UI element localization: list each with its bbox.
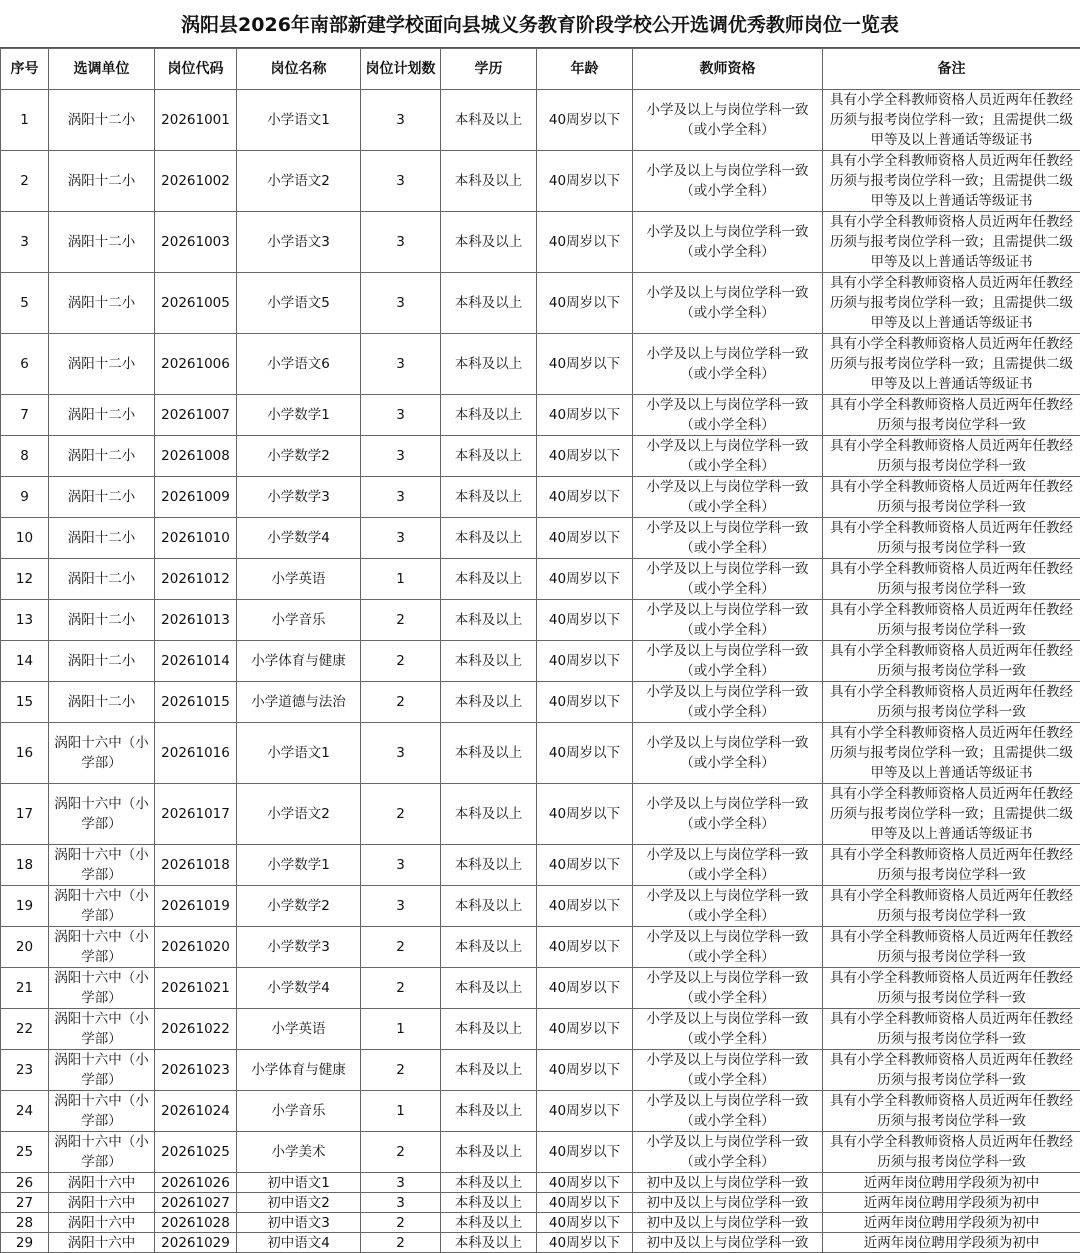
seq-cell: 28 [1,1213,49,1233]
table-row [1,641,1080,682]
position-cell: 小学体育与健康 [237,641,361,682]
qualification-cell: 初中及以上与岗位学科一致 [633,1213,823,1233]
seq-cell: 12 [1,559,49,600]
unit-cell: 涡阳十六中 [49,1213,155,1233]
note-cell: 具有小学全科教师资格人员近两年任教经历须与报考岗位学科一致 [823,1009,1080,1050]
table-row [1,477,1080,518]
code-cell: 20261024 [155,1091,237,1132]
education-cell: 本科及以上 [441,1091,537,1132]
note-cell: 近两年岗位聘用学段须为初中 [823,1193,1080,1213]
position-cell: 小学音乐 [237,600,361,641]
code-cell: 20261025 [155,1132,237,1173]
note-cell: 具有小学全科教师资格人员近两年任教经历须与报考岗位学科一致；且需提供二级甲等及以上普通话等级证书 [823,273,1080,334]
plan-cell: 2 [361,927,441,968]
unit-cell: 涡阳十六中（小学部） [49,1091,155,1132]
code-cell: 20261008 [155,436,237,477]
unit-cell: 涡阳十二小 [49,395,155,436]
note-cell: 具有小学全科教师资格人员近两年任教经历须与报考岗位学科一致；且需提供二级甲等及以上普通话等级证书 [823,90,1080,151]
education-cell: 本科及以上 [441,1009,537,1050]
table-row [1,968,1080,1009]
qualification-cell: 小学及以上与岗位学科一致（或小学全科） [633,151,823,212]
seq-cell: 23 [1,1050,49,1091]
note-cell: 具有小学全科教师资格人员近两年任教经历须与报考岗位学科一致 [823,395,1080,436]
age-cell: 40周岁以下 [537,641,633,682]
qualification-cell: 小学及以上与岗位学科一致（或小学全科） [633,723,823,784]
code-cell: 20261029 [155,1233,237,1253]
unit-cell: 涡阳十六中（小学部） [49,1132,155,1173]
note-cell: 具有小学全科教师资格人员近两年任教经历须与报考岗位学科一致 [823,518,1080,559]
unit-cell: 涡阳十二小 [49,641,155,682]
code-cell: 20261013 [155,600,237,641]
age-cell: 40周岁以下 [537,436,633,477]
education-cell: 本科及以上 [441,1173,537,1193]
qualification-cell: 小学及以上与岗位学科一致（或小学全科） [633,845,823,886]
seq-cell: 8 [1,436,49,477]
education-cell: 本科及以上 [441,927,537,968]
unit-cell: 涡阳十六中 [49,1233,155,1253]
education-cell: 本科及以上 [441,151,537,212]
header-cell: 岗位名称 [237,49,361,90]
age-cell: 40周岁以下 [537,395,633,436]
unit-cell: 涡阳十二小 [49,151,155,212]
plan-cell: 3 [361,518,441,559]
position-cell: 小学数学4 [237,518,361,559]
plan-cell: 3 [361,436,441,477]
unit-cell: 涡阳十六中（小学部） [49,968,155,1009]
code-cell: 20261023 [155,1050,237,1091]
unit-cell: 涡阳十六中（小学部） [49,723,155,784]
table-row [1,1213,1080,1233]
seq-cell: 13 [1,600,49,641]
plan-cell: 2 [361,1213,441,1233]
code-cell: 20261020 [155,927,237,968]
code-cell: 20261017 [155,784,237,845]
age-cell: 40周岁以下 [537,1233,633,1253]
unit-cell: 涡阳十六中 [49,1193,155,1213]
position-cell: 小学英语 [237,1009,361,1050]
plan-cell: 3 [361,723,441,784]
plan-cell: 2 [361,1132,441,1173]
seq-cell: 17 [1,784,49,845]
age-cell: 40周岁以下 [537,334,633,395]
education-cell: 本科及以上 [441,1132,537,1173]
position-cell: 初中语文4 [237,1233,361,1253]
note-cell: 具有小学全科教师资格人员近两年任教经历须与报考岗位学科一致 [823,845,1080,886]
position-cell: 初中语文3 [237,1213,361,1233]
header-cell: 备注 [823,49,1080,90]
note-cell: 具有小学全科教师资格人员近两年任教经历须与报考岗位学科一致 [823,641,1080,682]
note-cell: 近两年岗位聘用学段须为初中 [823,1213,1080,1233]
code-cell: 20261009 [155,477,237,518]
seq-cell: 10 [1,518,49,559]
qualification-cell: 小学及以上与岗位学科一致（或小学全科） [633,559,823,600]
qualification-cell: 小学及以上与岗位学科一致（或小学全科） [633,784,823,845]
seq-cell: 2 [1,151,49,212]
unit-cell: 涡阳十六中（小学部） [49,1050,155,1091]
education-cell: 本科及以上 [441,641,537,682]
age-cell: 40周岁以下 [537,682,633,723]
table-row [1,682,1080,723]
age-cell: 40周岁以下 [537,886,633,927]
table-row [1,845,1080,886]
qualification-cell: 初中及以上与岗位学科一致 [633,1233,823,1253]
qualification-cell: 小学及以上与岗位学科一致（或小学全科） [633,518,823,559]
position-cell: 初中语文1 [237,1173,361,1193]
seq-cell: 24 [1,1091,49,1132]
seq-cell: 16 [1,723,49,784]
unit-cell: 涡阳十六中（小学部） [49,784,155,845]
seq-cell: 5 [1,273,49,334]
table-row [1,518,1080,559]
position-cell: 小学美术 [237,1132,361,1173]
header-cell: 岗位代码 [155,49,237,90]
header-cell: 岗位计划数 [361,49,441,90]
code-cell: 20261015 [155,682,237,723]
age-cell: 40周岁以下 [537,1173,633,1193]
position-cell: 小学语文3 [237,212,361,273]
age-cell: 40周岁以下 [537,559,633,600]
age-cell: 40周岁以下 [537,151,633,212]
note-cell: 具有小学全科教师资格人员近两年任教经历须与报考岗位学科一致 [823,559,1080,600]
unit-cell: 涡阳十二小 [49,518,155,559]
table-row [1,600,1080,641]
education-cell: 本科及以上 [441,395,537,436]
seq-cell: 6 [1,334,49,395]
seq-cell: 19 [1,886,49,927]
plan-cell: 3 [361,273,441,334]
plan-cell: 2 [361,1233,441,1253]
seq-cell: 25 [1,1132,49,1173]
header-cell: 教师资格 [633,49,823,90]
qualification-cell: 小学及以上与岗位学科一致（或小学全科） [633,927,823,968]
table-row [1,395,1080,436]
qualification-cell: 初中及以上与岗位学科一致 [633,1173,823,1193]
qualification-cell: 小学及以上与岗位学科一致（或小学全科） [633,477,823,518]
table-row [1,90,1080,151]
position-cell: 小学体育与健康 [237,1050,361,1091]
age-cell: 40周岁以下 [537,723,633,784]
education-cell: 本科及以上 [441,723,537,784]
position-cell: 小学数学2 [237,436,361,477]
age-cell: 40周岁以下 [537,784,633,845]
unit-cell: 涡阳十二小 [49,559,155,600]
age-cell: 40周岁以下 [537,845,633,886]
table-row [1,334,1080,395]
table-row [1,886,1080,927]
plan-cell: 2 [361,641,441,682]
education-cell: 本科及以上 [441,886,537,927]
plan-cell: 3 [361,212,441,273]
plan-cell: 2 [361,600,441,641]
position-cell: 小学音乐 [237,1091,361,1132]
table-row [1,1132,1080,1173]
position-cell: 小学数学3 [237,927,361,968]
unit-cell: 涡阳十二小 [49,600,155,641]
note-cell: 具有小学全科教师资格人员近两年任教经历须与报考岗位学科一致 [823,600,1080,641]
table-row [1,1233,1080,1253]
note-cell: 具有小学全科教师资格人员近两年任教经历须与报考岗位学科一致 [823,1132,1080,1173]
qualification-cell: 小学及以上与岗位学科一致（或小学全科） [633,436,823,477]
note-cell: 具有小学全科教师资格人员近两年任教经历须与报考岗位学科一致 [823,1091,1080,1132]
position-cell: 小学数学1 [237,395,361,436]
education-cell: 本科及以上 [441,436,537,477]
position-cell: 小学数学3 [237,477,361,518]
plan-cell: 2 [361,784,441,845]
education-cell: 本科及以上 [441,845,537,886]
code-cell: 20261006 [155,334,237,395]
qualification-cell: 初中及以上与岗位学科一致 [633,1193,823,1213]
plan-cell: 1 [361,559,441,600]
seq-cell: 14 [1,641,49,682]
plan-cell: 3 [361,477,441,518]
plan-cell: 3 [361,1193,441,1213]
age-cell: 40周岁以下 [537,1091,633,1132]
plan-cell: 3 [361,90,441,151]
unit-cell: 涡阳十二小 [49,477,155,518]
code-cell: 20261014 [155,641,237,682]
code-cell: 20261018 [155,845,237,886]
plan-cell: 3 [361,395,441,436]
seq-cell: 22 [1,1009,49,1050]
position-cell: 小学数学1 [237,845,361,886]
table-row [1,1173,1080,1193]
note-cell: 具有小学全科教师资格人员近两年任教经历须与报考岗位学科一致；且需提供二级甲等及以上普通话等级证书 [823,151,1080,212]
header-row [1,49,1080,90]
age-cell: 40周岁以下 [537,1009,633,1050]
seq-cell: 21 [1,968,49,1009]
plan-cell: 3 [361,886,441,927]
code-cell: 20261001 [155,90,237,151]
unit-cell: 涡阳十二小 [49,90,155,151]
code-cell: 20261007 [155,395,237,436]
qualification-cell: 小学及以上与岗位学科一致（或小学全科） [633,886,823,927]
seq-cell: 27 [1,1193,49,1213]
plan-cell: 2 [361,682,441,723]
age-cell: 40周岁以下 [537,1050,633,1091]
table-row [1,559,1080,600]
unit-cell: 涡阳十二小 [49,334,155,395]
seq-cell: 26 [1,1173,49,1193]
header-cell: 年龄 [537,49,633,90]
position-cell: 小学英语 [237,559,361,600]
education-cell: 本科及以上 [441,682,537,723]
qualification-cell: 小学及以上与岗位学科一致（或小学全科） [633,682,823,723]
note-cell: 具有小学全科教师资格人员近两年任教经历须与报考岗位学科一致；且需提供二级甲等及以上普通话等级证书 [823,334,1080,395]
code-cell: 20261027 [155,1193,237,1213]
seq-cell: 1 [1,90,49,151]
header-cell: 序号 [1,49,49,90]
unit-cell: 涡阳十二小 [49,436,155,477]
position-cell: 小学道德与法治 [237,682,361,723]
education-cell: 本科及以上 [441,212,537,273]
note-cell: 近两年岗位聘用学段须为初中 [823,1233,1080,1253]
education-cell: 本科及以上 [441,90,537,151]
plan-cell: 3 [361,151,441,212]
note-cell: 具有小学全科教师资格人员近两年任教经历须与报考岗位学科一致；且需提供二级甲等及以上普通话等级证书 [823,212,1080,273]
age-cell: 40周岁以下 [537,1193,633,1213]
unit-cell: 涡阳十六中（小学部） [49,845,155,886]
unit-cell: 涡阳十六中（小学部） [49,927,155,968]
table-row [1,1009,1080,1050]
note-cell: 具有小学全科教师资格人员近两年任教经历须与报考岗位学科一致 [823,886,1080,927]
unit-cell: 涡阳十六中（小学部） [49,886,155,927]
seq-cell: 29 [1,1233,49,1253]
position-cell: 小学语文2 [237,784,361,845]
note-cell: 具有小学全科教师资格人员近两年任教经历须与报考岗位学科一致；且需提供二级甲等及以上普通话等级证书 [823,784,1080,845]
seq-cell: 18 [1,845,49,886]
age-cell: 40周岁以下 [537,1213,633,1233]
table-row [1,151,1080,212]
code-cell: 20261028 [155,1213,237,1233]
note-cell: 具有小学全科教师资格人员近两年任教经历须与报考岗位学科一致 [823,682,1080,723]
plan-cell: 3 [361,845,441,886]
code-cell: 20261019 [155,886,237,927]
note-cell: 具有小学全科教师资格人员近两年任教经历须与报考岗位学科一致 [823,1050,1080,1091]
seq-cell: 9 [1,477,49,518]
plan-cell: 3 [361,334,441,395]
code-cell: 20261012 [155,559,237,600]
code-cell: 20261026 [155,1173,237,1193]
unit-cell: 涡阳十六中（小学部） [49,1009,155,1050]
position-cell: 小学语文1 [237,723,361,784]
age-cell: 40周岁以下 [537,212,633,273]
education-cell: 本科及以上 [441,1193,537,1213]
qualification-cell: 小学及以上与岗位学科一致（或小学全科） [633,968,823,1009]
qualification-cell: 小学及以上与岗位学科一致（或小学全科） [633,273,823,334]
table-row [1,212,1080,273]
education-cell: 本科及以上 [441,518,537,559]
positions-table [0,48,1080,1253]
seq-cell: 20 [1,927,49,968]
note-cell: 近两年岗位聘用学段须为初中 [823,1173,1080,1193]
note-cell: 具有小学全科教师资格人员近两年任教经历须与报考岗位学科一致 [823,968,1080,1009]
age-cell: 40周岁以下 [537,273,633,334]
code-cell: 20261010 [155,518,237,559]
education-cell: 本科及以上 [441,1213,537,1233]
plan-cell: 2 [361,968,441,1009]
qualification-cell: 小学及以上与岗位学科一致（或小学全科） [633,334,823,395]
education-cell: 本科及以上 [441,1050,537,1091]
education-cell: 本科及以上 [441,968,537,1009]
age-cell: 40周岁以下 [537,968,633,1009]
qualification-cell: 小学及以上与岗位学科一致（或小学全科） [633,395,823,436]
qualification-cell: 小学及以上与岗位学科一致（或小学全科） [633,90,823,151]
table-row [1,784,1080,845]
education-cell: 本科及以上 [441,559,537,600]
code-cell: 20261016 [155,723,237,784]
qualification-cell: 小学及以上与岗位学科一致（或小学全科） [633,1009,823,1050]
qualification-cell: 小学及以上与岗位学科一致（或小学全科） [633,641,823,682]
qualification-cell: 小学及以上与岗位学科一致（或小学全科） [633,1050,823,1091]
age-cell: 40周岁以下 [537,477,633,518]
age-cell: 40周岁以下 [537,600,633,641]
age-cell: 40周岁以下 [537,1132,633,1173]
header-cell: 学历 [441,49,537,90]
table-row [1,723,1080,784]
header-cell: 选调单位 [49,49,155,90]
age-cell: 40周岁以下 [537,518,633,559]
table-row [1,1193,1080,1213]
note-cell: 具有小学全科教师资格人员近两年任教经历须与报考岗位学科一致 [823,477,1080,518]
table-row [1,927,1080,968]
seq-cell: 3 [1,212,49,273]
unit-cell: 涡阳十六中 [49,1173,155,1193]
position-cell: 小学语文1 [237,90,361,151]
position-cell: 小学语文2 [237,151,361,212]
education-cell: 本科及以上 [441,334,537,395]
education-cell: 本科及以上 [441,273,537,334]
page-title: 涡阳县2026年南部新建学校面向县城义务教育阶段学校公开选调优秀教师岗位一览表 [0,0,1080,48]
seq-cell: 15 [1,682,49,723]
education-cell: 本科及以上 [441,784,537,845]
unit-cell: 涡阳十二小 [49,273,155,334]
table-row [1,1091,1080,1132]
table-row [1,436,1080,477]
plan-cell: 3 [361,1173,441,1193]
note-cell: 具有小学全科教师资格人员近两年任教经历须与报考岗位学科一致；且需提供二级甲等及以上普通话等级证书 [823,723,1080,784]
qualification-cell: 小学及以上与岗位学科一致（或小学全科） [633,1091,823,1132]
code-cell: 20261005 [155,273,237,334]
code-cell: 20261022 [155,1009,237,1050]
position-cell: 小学语文6 [237,334,361,395]
unit-cell: 涡阳十二小 [49,212,155,273]
table-row [1,273,1080,334]
position-cell: 小学语文5 [237,273,361,334]
qualification-cell: 小学及以上与岗位学科一致（或小学全科） [633,600,823,641]
education-cell: 本科及以上 [441,1233,537,1253]
note-cell: 具有小学全科教师资格人员近两年任教经历须与报考岗位学科一致 [823,927,1080,968]
education-cell: 本科及以上 [441,477,537,518]
code-cell: 20261021 [155,968,237,1009]
qualification-cell: 小学及以上与岗位学科一致（或小学全科） [633,1132,823,1173]
table-row [1,1050,1080,1091]
code-cell: 20261003 [155,212,237,273]
unit-cell: 涡阳十二小 [49,682,155,723]
plan-cell: 1 [361,1009,441,1050]
plan-cell: 1 [361,1091,441,1132]
seq-cell: 7 [1,395,49,436]
note-cell: 具有小学全科教师资格人员近两年任教经历须与报考岗位学科一致 [823,436,1080,477]
code-cell: 20261002 [155,151,237,212]
position-cell: 初中语文2 [237,1193,361,1213]
position-cell: 小学数学2 [237,886,361,927]
plan-cell: 2 [361,1050,441,1091]
position-cell: 小学数学4 [237,968,361,1009]
qualification-cell: 小学及以上与岗位学科一致（或小学全科） [633,212,823,273]
age-cell: 40周岁以下 [537,90,633,151]
age-cell: 40周岁以下 [537,927,633,968]
education-cell: 本科及以上 [441,600,537,641]
